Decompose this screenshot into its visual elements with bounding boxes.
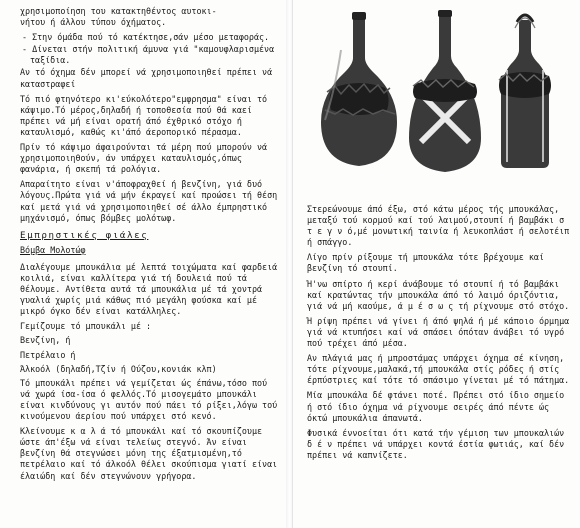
paragraph: Μία μπουκάλα δέ φτάνει ποτέ. Πρέπει στό ίδιο σημείο ή στό ίδιο όχημα νά ρίχνουμε σειρές άπό πέντε ώς όκτώ μπουκάλια άπανωτά. <box>307 390 565 423</box>
bottle-round-image <box>321 12 397 166</box>
fill-line: Γεμίζουμε τό μπουκάλι μέ : <box>20 321 152 332</box>
paragraph: Τό πιό φτηνότερο κι'εύκολότερο"εμφρησμα" είναι τό κάψιμο.Τό μέρος,δηλαδή ή τοποθεσία πού θά καεί πρέπει νά μή είναι ορατή άπό έχθρικό στόχο ή καταυλισμό, καθώς κι'άπό άεροπορικό πέρασμα. <box>20 93 268 137</box>
paragraph: Τό μπουκάλι πρέπει νά γεμίζεται ώς έπάνω,τόσο πού νά χωρά ίσα-ίσα ό φελλός.Τό μισογεμάτο μπουκάλι είναι κινδύνους γι αυτόν πού πάει τό ρίξει,λόγω τού κινούμενου άερίου πού υπάρχει στό κενό. <box>20 377 278 422</box>
list-item: - Στην όμάδα πού τό κατέκτησε,σάν μέσο μεταφοράς. <box>22 32 270 43</box>
paragraph: Ή ρίψη πρέπει νά γίνει ή άπό ψηλά ή μέ κάποιο όρμημα γιά νά κτυπήσει καί νά σπάσει όπόταν άνάβει τό υγρό πού τρέχει άπό μέσα. <box>307 315 570 349</box>
fill-item: Άλκοόλ (δηλαδή,Τζίν ή Ούζου,κονιάκ κλπ) <box>20 363 217 374</box>
paragraph: Στερεώνουμε άπό έξω, στό κάτω μέρος τής μπουκάλας, μεταξύ τού κορμού καί τού λαιμού,στουπί ή βαμβάκι σ τ ε γ ν ό,μέ μονωτική ταινία ή λευκοπλάστ ή σελοτέιπ ή σπάγγο. <box>307 204 570 248</box>
bottle-swingtop-image <box>499 15 551 168</box>
left-page <box>0 0 288 528</box>
intro-line: νήτου ή άλλου τύπου όχήματος. <box>20 17 167 28</box>
paragraph: Απαραίτητο είναι ν'άποφραχθεί ή βενζίνη, γιά δυό λόγους.Πρώτα γιά νά μήν έκραγεί καί προώσει τή θέση καί μετά γιά νά χρησιμοποιηθεί σέ άλλο έμπρηστικό μηχάνισμό, όπως βόμβες μολότωφ. <box>20 179 278 223</box>
bottles-drawing <box>313 10 563 185</box>
molotov-bottle-illustration <box>307 0 570 190</box>
fill-item: Βενζίνη, ή <box>20 335 71 346</box>
fill-item: Πετρέλαιο ή <box>20 349 76 360</box>
paragraph: Αν τό όχημα δέν μπορεί νά χρησιμοποιηθεί πρέπει νά καταστραφεί <box>20 67 273 89</box>
paragraph: Πρίν τό κάψιμο άφαιρούνται τά μέρη πού μπορούν νά χρησιμοποιηθούν, άν υπάρχει καταυλισμός,όπως φανάρια, ή σκεπή τά ρολόγια. <box>20 142 268 175</box>
paragraph: Αν πλάγιά μας ή μπροστάμας υπάρχει όχημα σέ κίνηση, τότε ρίχνουμε,μαλακά,τή μπουκάλα στίς ρόδες ή στίς έρπύστριες καί τότε τό σπάσιμο γίνεται μέ τό πάτημα. <box>307 353 570 386</box>
intro-line: χρησιμοποίηση του κατακτηθέντος αυτοκι- <box>20 6 217 16</box>
paragraph: Κλείνουμε κ α λ ά τό μπουκάλι καί τό σκουπίζουμε ώστε άπ'έξω νά είναι τελείως στεγνό. Άν είναι βενζίνη θά στεγνώσει μόνη της έξατμισμένη,τό πετρέλαιο καί τό άλκοόλ θέλει σκούπισμα γιατί είναι έλαιώδη καί δέν στεγνώνουν γρήγορα. <box>20 426 278 481</box>
paragraph: Φυσικά έννοείται ότι κατά τήν γέμιση των μπουκαλιών δ έ ν πρέπει νά υπάρχει κοντά έστία φωτιάς, καί δέν πρέπει νά καπνίζετε. <box>307 427 565 460</box>
paragraph: Λίγο πρίν ρίξουμε τή μπουκάλα τότε βρέχουμε καί βενζίνη τό στουπί. <box>307 252 544 274</box>
paragraph: Ή'νω σπίρτο ή κερί άνάβουμε τό στουπί ή τό βαμβάκι καί κρατώντας τήν μπουκάλα άπό τό λαιμό όριζόντια, γιά νά μή καούμε, ά μ έ σ ω ς τή ρίχνουμε στό στόχο. <box>307 278 570 311</box>
section-title: Εμπρηστικές φιάλες <box>20 229 149 241</box>
list-item: - Δίνεται στήν πολιτική άμυνα γιά "καμουφλαρισμένα ταξίδια. <box>22 44 275 66</box>
paragraph: Διαλέγουμε μπουκάλια μέ λεπτά τοιχώματα καί φαρδειά κοιλιά, είναι καλλίτερα γιά τή δουλειά πού τά θέλουμε. Αντίθετα αυτά τά μπουκάλια μέ τά χοντρά γυαλιά χωρίς μιά κάθως πιό μεγάλη φούσκα καί μέ μικρό όγκο δέν είναι κατάλληλες. <box>20 261 278 317</box>
right-page <box>292 0 580 528</box>
bottle-taped-image <box>409 10 481 172</box>
section-subtitle: Βόμβα Μολοτώφ <box>20 244 86 255</box>
